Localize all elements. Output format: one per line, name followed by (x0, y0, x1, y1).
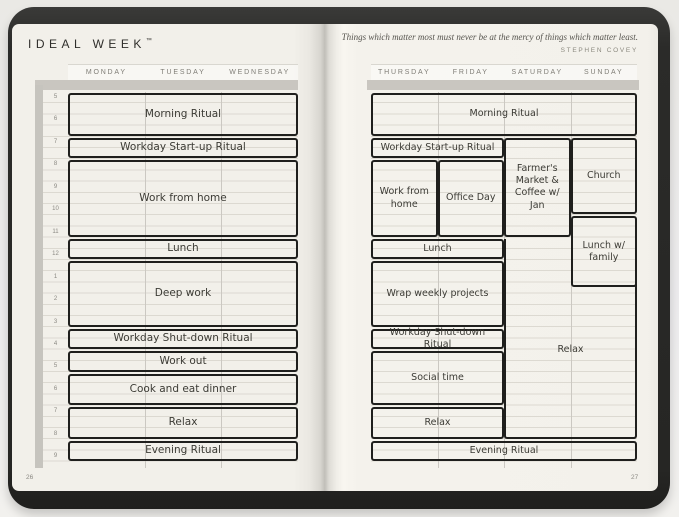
schedule-block (504, 138, 571, 237)
week-grid-right (371, 92, 637, 468)
schedule-block (68, 374, 298, 406)
schedule-block-label: Farmer's Market & Coffee w/ Jan (514, 162, 560, 211)
schedule-block-label: Lunch (423, 242, 452, 254)
time-label: 7 (53, 138, 58, 145)
time-label: 5 (53, 363, 58, 370)
quote-attribution: STEPHEN COVEY (560, 47, 638, 54)
day-header-saturday: SATURDAY (511, 69, 563, 76)
schedule-block (438, 160, 505, 237)
day-header-row-left (68, 64, 298, 80)
schedule-block (68, 93, 298, 136)
schedule-block-label: Work out (159, 354, 207, 367)
time-label: 8 (53, 161, 58, 168)
schedule-block (371, 441, 637, 461)
schedule-block-label: Relax (168, 416, 198, 429)
schedule-block-label: Lunch w/ family (582, 239, 625, 263)
schedule-block (68, 261, 298, 326)
time-ruler (43, 92, 68, 468)
page-number-right: 27 (631, 474, 639, 481)
schedule-block (371, 261, 504, 326)
schedule-block (571, 216, 638, 287)
schedule-block (68, 239, 298, 259)
day-header-row-right (371, 64, 637, 80)
page-title (28, 37, 153, 51)
time-label: 10 (52, 206, 59, 213)
time-label: 1 (53, 273, 58, 280)
time-label: 3 (53, 318, 58, 325)
schedule-block-label: Morning Ritual (469, 108, 539, 120)
schedule-block-label: Evening Ritual (469, 445, 539, 457)
time-label: 11 (52, 228, 59, 235)
time-ruler-strip (35, 85, 43, 468)
schedule-block (571, 138, 638, 215)
schedule-block (371, 351, 504, 405)
schedule-block (68, 329, 298, 349)
schedule-block (68, 138, 298, 158)
time-label: 9 (53, 453, 58, 460)
time-label: 9 (53, 183, 58, 190)
schedule-block-label: Workday Start-up Ritual (380, 141, 495, 153)
schedule-block (371, 326, 504, 350)
schedule-block (68, 351, 298, 371)
schedule-block-label: Cook and eat dinner (129, 382, 237, 395)
schedule-block-label: Deep work (154, 287, 212, 300)
schedule-block (371, 93, 637, 136)
schedule-block (68, 160, 298, 237)
time-label: 6 (53, 116, 58, 123)
schedule-block-label: Relax (557, 343, 584, 355)
page-number-left: 26 (26, 474, 34, 481)
time-label: 8 (53, 430, 58, 437)
time-label: 6 (53, 385, 58, 392)
schedule-block (371, 160, 438, 237)
trademark-symbol: ™ (145, 38, 153, 44)
schedule-block-label: Work from home (379, 186, 429, 210)
day-header-sunday: SUNDAY (584, 69, 624, 76)
schedule-block-label: Workday Shut-down Ritual (113, 332, 253, 345)
week-grid-left (68, 92, 298, 468)
schedule-block (371, 138, 504, 158)
time-label: 5 (53, 94, 58, 100)
day-header-wednesday: WEDNESDAY (229, 69, 291, 76)
schedule-block-label: Office Day (445, 192, 496, 204)
day-header-tuesday: TUESDAY (160, 69, 206, 76)
schedule-block-label: Work from home (139, 191, 227, 204)
schedule-block-label: Morning Ritual (144, 107, 222, 120)
day-header-thursday: THURSDAY (378, 69, 431, 76)
schedule-block-label: Wrap weekly projects (386, 287, 489, 299)
quote (342, 32, 638, 54)
header-band-right (367, 80, 639, 90)
day-header-monday: MONDAY (85, 69, 127, 76)
time-label: 4 (53, 340, 58, 347)
time-label: 12 (52, 251, 59, 258)
schedule-block-label: Evening Ritual (145, 444, 221, 457)
header-band-left (35, 80, 298, 90)
schedule-block (371, 407, 504, 439)
schedule-block-label: Workday Shut-down Ritual (389, 326, 486, 350)
schedule-block-label: Social time (411, 372, 464, 384)
day-header-friday: FRIDAY (452, 69, 489, 76)
schedule-block-label: Church (586, 170, 621, 181)
time-label: 2 (53, 296, 58, 303)
time-label: 7 (53, 408, 58, 415)
quote-text: Things which matter most must never be at the mercy of things which matter least. (341, 32, 638, 42)
schedule-block (371, 239, 504, 259)
schedule-block (68, 441, 298, 461)
schedule-block-label: Relax (424, 416, 451, 428)
schedule-block (68, 407, 298, 439)
page-title-text: IDEAL WEEK (28, 37, 146, 51)
schedule-block-label: Lunch (167, 242, 199, 255)
schedule-block-label: Workday Start-up Ritual (120, 141, 246, 154)
